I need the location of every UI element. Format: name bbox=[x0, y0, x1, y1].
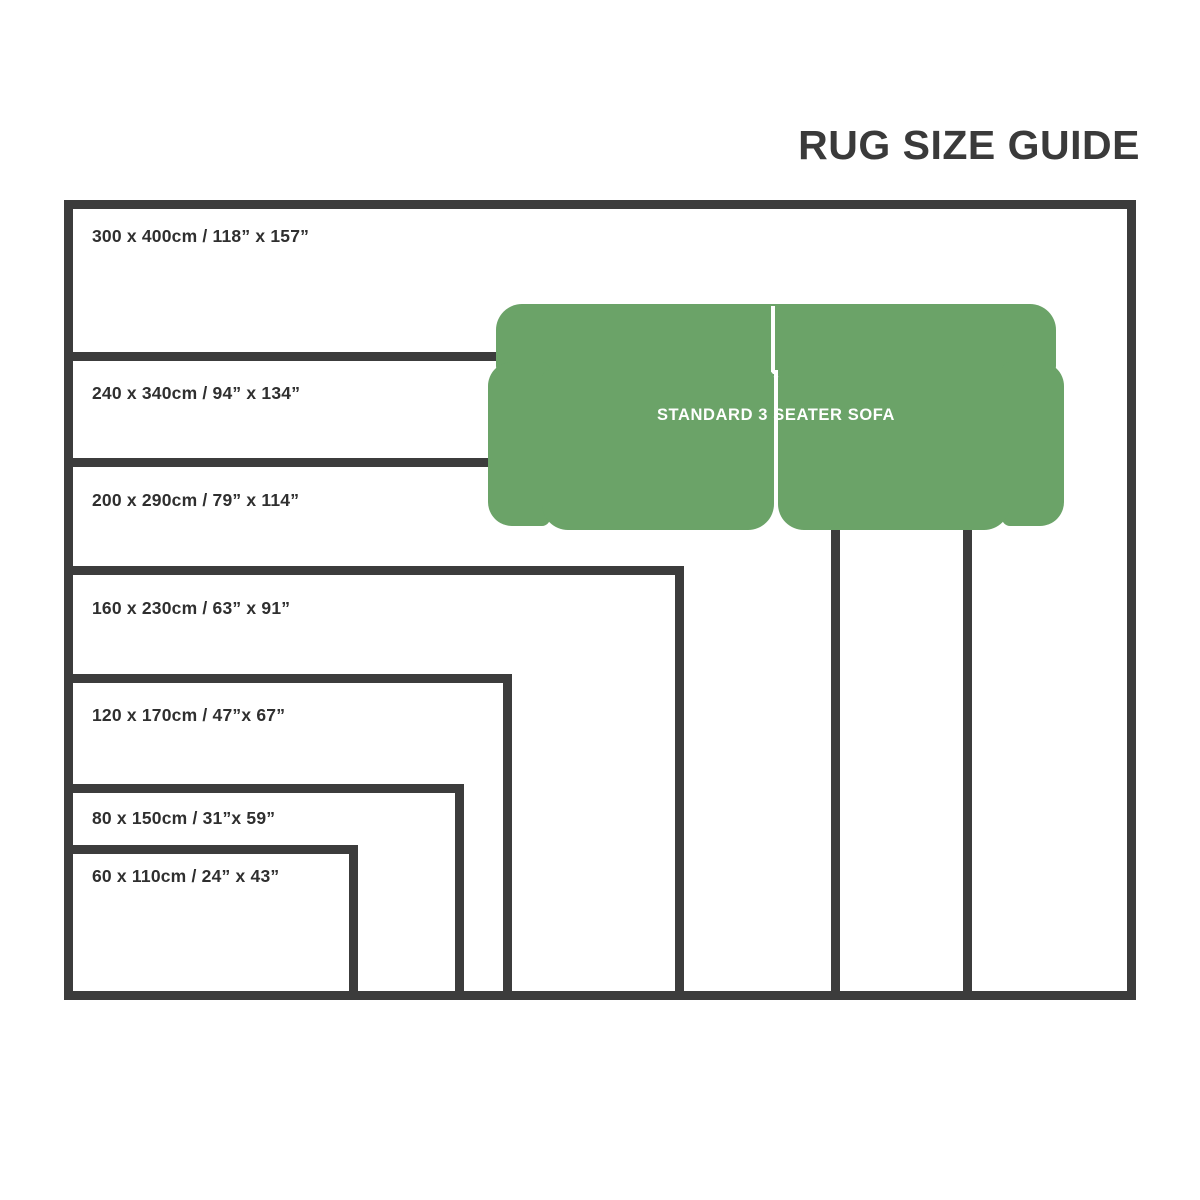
sofa-label: STANDARD 3 SEATER SOFA bbox=[656, 406, 896, 424]
rug-label-240x340: 240 x 340cm / 94” x 134” bbox=[92, 383, 301, 403]
sofa-seat-seam bbox=[774, 370, 778, 530]
rug-label-120x170: 120 x 170cm / 47”x 67” bbox=[92, 705, 286, 725]
sofa-arm-left bbox=[488, 362, 550, 526]
sofa-illustration bbox=[486, 292, 1066, 540]
sofa-backrest-seam bbox=[771, 306, 775, 374]
rug-label-300x400: 300 x 400cm / 118” x 157” bbox=[92, 226, 310, 246]
sofa-seat-cushion-left bbox=[542, 370, 774, 530]
rug-label-160x230: 160 x 230cm / 63” x 91” bbox=[92, 598, 291, 618]
rug-label-60x110: 60 x 110cm / 24” x 43” bbox=[92, 866, 280, 886]
rug-label-200x290: 200 x 290cm / 79” x 114” bbox=[92, 490, 300, 510]
rug-label-80x150: 80 x 150cm / 31”x 59” bbox=[92, 808, 276, 828]
page-title: RUG SIZE GUIDE bbox=[798, 122, 1140, 168]
sofa-backrest bbox=[496, 304, 1056, 376]
sofa-seat-cushion-right bbox=[778, 370, 1010, 530]
sofa-arm-right bbox=[1002, 362, 1064, 526]
